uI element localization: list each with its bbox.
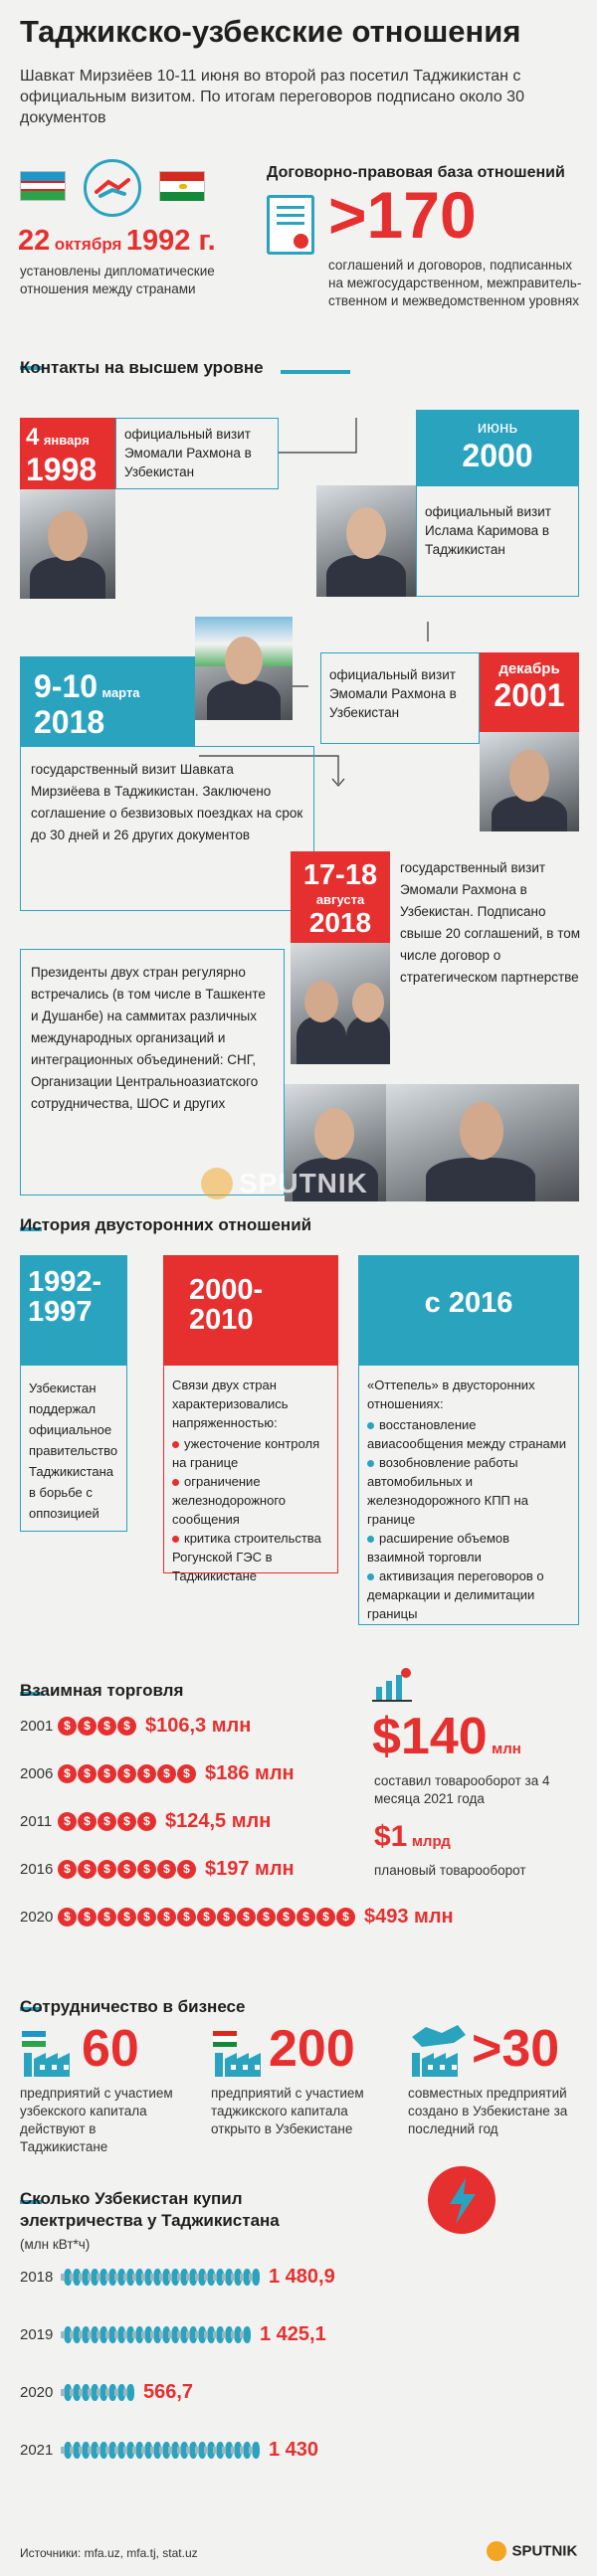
bulb-icon	[252, 2269, 260, 2286]
coin-icon: $	[177, 1908, 196, 1927]
period-2-badge	[163, 1255, 338, 1365]
event-day: 4	[26, 424, 40, 451]
bullet-icon	[367, 1536, 374, 1543]
watermark-text: SPUTNIK	[239, 1168, 368, 1198]
event-2018-march-badge	[20, 656, 195, 746]
coin-icon: $	[137, 1812, 156, 1831]
trade-row	[20, 1904, 454, 1930]
event-year: 2018	[34, 704, 105, 740]
lead-text: Шавкат Мирзиёев 10-11 июня во второй раз посетил Таджикистан с официальным визитом. По итогам переговоров подписано около 30 документов	[20, 68, 524, 126]
event-month: июнь	[477, 418, 518, 437]
electricity-value: 1 480,9	[269, 2265, 335, 2288]
trade-value: $493 млн	[364, 1905, 454, 1928]
history-title: История двусторонних отношений	[20, 1215, 312, 1234]
summits-text: Президенты двух стран регулярно встречались (в том числе в Ташкенте и Душанбе) на саммитах различных международных организаций и интеграционных объединений: СНГ, Организации Центральноазиатского сотрудничества, ШОС и других	[20, 949, 285, 1196]
contacts-title: Контакты на высшем уровне	[20, 358, 264, 377]
trade-value: $106,3 млн	[145, 1714, 252, 1737]
business-3-number: >30	[472, 2020, 560, 2078]
date-caption: установлены дипломатические отношения между странами	[20, 264, 215, 296]
period-1-text: Узбекистан поддержал официальное правительство Таджикистана в борьбе с оппозицией	[20, 1365, 127, 1532]
coin-icon: $	[117, 1717, 136, 1736]
electricity-title-line: Сколько Узбекистан купил	[20, 2189, 243, 2208]
coin-icon: $	[137, 1764, 156, 1783]
trade-year: 2020	[20, 1908, 54, 1926]
event-2018-march-text: государственный визит Шавката Мирзиёева в Таджикистан. Заключено соглашение о безвизовых поездках на срок до 30 дней и 26 других документов	[20, 746, 314, 911]
bullet-icon	[367, 1573, 374, 1580]
coin-icon: $	[137, 1860, 156, 1879]
sputnik-logo-icon	[199, 1166, 235, 1201]
period-3-text	[358, 1365, 579, 1625]
event-2000-text: официальный визит Ислама Каримова в Таджикистан	[416, 485, 579, 597]
coin-icon: $	[336, 1908, 355, 1927]
period-label: 2000-2010	[189, 1274, 264, 1336]
electricity-year: 2020	[20, 2383, 54, 2401]
event-2018-august-badge	[291, 851, 390, 943]
meeting-photo	[291, 943, 390, 1064]
coin-icon: $	[58, 1717, 77, 1736]
coin-icon: $	[197, 1908, 216, 1927]
period-2-text	[163, 1365, 338, 1583]
period-item: критика строительства Рогунской ГЭС в Таджикистане	[172, 1531, 321, 1583]
bulb-icon	[243, 2326, 251, 2343]
sputnik-logo-icon	[486, 2540, 507, 2562]
period-3-badge	[358, 1255, 579, 1365]
trade-plan-caption: плановый товарооборот	[374, 1863, 526, 1878]
period-label: 1992-1997	[28, 1266, 102, 1328]
electricity-row	[20, 2321, 326, 2347]
factory-tj-icon	[211, 2029, 273, 2079]
trade-value: $197 млн	[205, 1857, 295, 1880]
coin-icon: $	[98, 1860, 116, 1879]
trade-year: 2006	[20, 1764, 54, 1782]
electricity-row	[20, 2379, 193, 2405]
treaty-number: >170	[328, 178, 477, 252]
coin-icon: $	[177, 1764, 196, 1783]
trade-row	[20, 1713, 251, 1739]
business-1-number: 60	[82, 2020, 139, 2078]
coin-icon: $	[157, 1908, 176, 1927]
trade-row	[20, 1760, 295, 1786]
event-2001-text: официальный визит Эмомали Рахмона в Узбекистан	[320, 652, 480, 744]
period-item: ужесточение контроля на границе	[172, 1436, 320, 1470]
electricity-value: 566,7	[143, 2380, 194, 2403]
event-year: 1998	[26, 452, 98, 487]
coin-icon: $	[157, 1764, 176, 1783]
trade-value: $124,5 млн	[165, 1809, 272, 1832]
bulb-icon	[252, 2442, 260, 2459]
business-2-number: 200	[269, 2020, 355, 2078]
coin-icon: $	[117, 1812, 136, 1831]
event-1998-badge	[20, 418, 115, 489]
period-item: ограничение железнодорожного сообщения	[172, 1474, 287, 1527]
event-month: марта	[101, 685, 140, 700]
electricity-row	[20, 2437, 318, 2463]
coin-icon: $	[78, 1812, 97, 1831]
coin-icon: $	[117, 1860, 136, 1879]
electricity-unit: (млн кВт*ч)	[20, 2237, 91, 2252]
coin-icon: $	[316, 1908, 335, 1927]
trade-value: $186 млн	[205, 1761, 295, 1784]
bullet-icon	[172, 1536, 179, 1543]
factory-uz-icon	[20, 2029, 82, 2079]
coin-icon: $	[157, 1860, 176, 1879]
sources: Источники: mfa.uz, mfa.tj, stat.uz	[20, 2546, 198, 2560]
coin-icon: $	[58, 1764, 77, 1783]
date-month: октября	[54, 235, 122, 254]
coin-icon: $	[98, 1717, 116, 1736]
trade-title: Взаимная торговля	[20, 1681, 184, 1700]
coin-icon: $	[177, 1860, 196, 1879]
business-1-text: предприятий с участием узбекского капитала действуют в Таджикистане	[20, 2086, 173, 2154]
coin-icon: $	[78, 1717, 97, 1736]
electricity-year: 2021	[20, 2441, 54, 2459]
trade-row	[20, 1808, 271, 1834]
event-month: декабрь	[498, 660, 560, 677]
mirziyoyev-photo	[195, 617, 293, 720]
date-day: 22	[18, 225, 51, 257]
electricity-value: 1 425,1	[260, 2322, 326, 2345]
coin-icon: $	[58, 1860, 77, 1879]
period-item: активизация переговоров о демаркации и делимитации границы	[367, 1568, 544, 1621]
electricity-row	[20, 2264, 335, 2290]
electricity-title	[20, 2188, 280, 2232]
event-days: 9-10	[34, 668, 99, 704]
period-intro: «Оттепель» в двусторонних отношениях:	[367, 1378, 535, 1411]
coin-icon: $	[117, 1908, 136, 1927]
rahmon-photo-2	[480, 732, 579, 831]
period-1-badge	[20, 1255, 127, 1365]
lightning-icon	[428, 2166, 496, 2234]
event-2001-badge	[480, 652, 579, 732]
bullet-icon	[367, 1460, 374, 1467]
coin-icon: $	[58, 1812, 77, 1831]
event-1998-text: официальный визит Эмомали Рахмона в Узбекистан	[115, 418, 279, 489]
electricity-title-line: электричества у Таджикистана	[20, 2211, 280, 2230]
period-item: восстановление авиасообщения между странами	[367, 1417, 566, 1451]
coin-icon: $	[257, 1908, 276, 1927]
electricity-value: 1 430	[269, 2438, 319, 2461]
coin-icon: $	[78, 1764, 97, 1783]
electricity-year: 2019	[20, 2325, 54, 2343]
coin-icon: $	[78, 1908, 97, 1927]
trade-year: 2011	[20, 1812, 53, 1830]
period-item: расширение объемов взаимной торговли	[367, 1531, 510, 1564]
period-label: с 2016	[424, 1287, 513, 1319]
bullet-icon	[172, 1479, 179, 1486]
karimov-photo	[316, 485, 416, 597]
watermark	[199, 1166, 458, 1201]
event-year: 2001	[494, 677, 565, 713]
event-month: января	[43, 433, 90, 448]
coin-icon: $	[78, 1860, 97, 1879]
trade-plan-value	[374, 1820, 451, 1854]
coin-icon: $	[217, 1908, 236, 1927]
bullet-icon	[172, 1441, 179, 1448]
bullet-icon	[367, 1422, 374, 1429]
business-3-text: совместных предприятий создано в Узбекистане за последний год	[408, 2086, 568, 2136]
event-2018-august-text: государственный визит Эмомали Рахмона в Узбекистан. Подписано свыше 20 соглашений, в том числе договор о стратегическом партнерстве	[400, 860, 581, 985]
event-days: 17-18	[302, 859, 378, 891]
coin-icon: $	[277, 1908, 296, 1927]
trade-year: 2016	[20, 1860, 54, 1878]
trade-row	[20, 1856, 295, 1882]
trade-plan-unit: млрд	[411, 1833, 451, 1850]
period-intro: Связи двух стран характеризовались напряженностью:	[172, 1378, 289, 1430]
trade-big-value	[372, 1707, 521, 1766]
treaty-caption: соглашений и договоров, подписанных на межгосударственном, межправитель-ственном и межведомственном уровнях	[328, 258, 582, 308]
footer-brand	[486, 2540, 577, 2562]
trade-plan-number: $1	[374, 1820, 408, 1853]
coin-icon: $	[297, 1908, 315, 1927]
treaty-title: Договорно-правовая база отношений	[267, 164, 565, 181]
page-title: Таджикско-узбекские отношения	[20, 14, 521, 49]
coin-icon: $	[98, 1764, 116, 1783]
footer-brand-text: SPUTNIK	[511, 2542, 578, 2560]
coin-icon: $	[117, 1764, 136, 1783]
rahmon-photo	[20, 489, 115, 599]
trade-big-caption: составил товарооборот за 4 месяца 2021 года	[374, 1773, 550, 1806]
trade-big-number: $140	[372, 1708, 488, 1765]
coin-icon: $	[237, 1908, 256, 1927]
electricity-year: 2018	[20, 2268, 54, 2286]
coin-icon: $	[58, 1908, 77, 1927]
trade-chart-icon	[372, 1667, 412, 1703]
event-year: 2018	[308, 907, 372, 938]
business-2-text: предприятий с участием таджикского капитала открыто в Узбекистане	[211, 2086, 364, 2136]
event-2000-badge	[416, 410, 579, 485]
trade-year: 2001	[20, 1717, 54, 1735]
coin-icon: $	[137, 1908, 156, 1927]
factory-map-icon	[408, 2023, 470, 2079]
bulb-icon	[126, 2384, 134, 2401]
event-month: августа	[315, 892, 365, 907]
trade-big-unit: млн	[492, 1741, 521, 1757]
coin-icon: $	[98, 1908, 116, 1927]
event-year: 2000	[462, 438, 533, 473]
business-title: Сотрудничество в бизнесе	[20, 1997, 246, 2016]
date-year: 1992 г.	[125, 225, 216, 257]
period-item: возобновление работы автомобильных и железнодорожного КПП на границе	[367, 1455, 528, 1527]
coin-icon: $	[98, 1812, 116, 1831]
